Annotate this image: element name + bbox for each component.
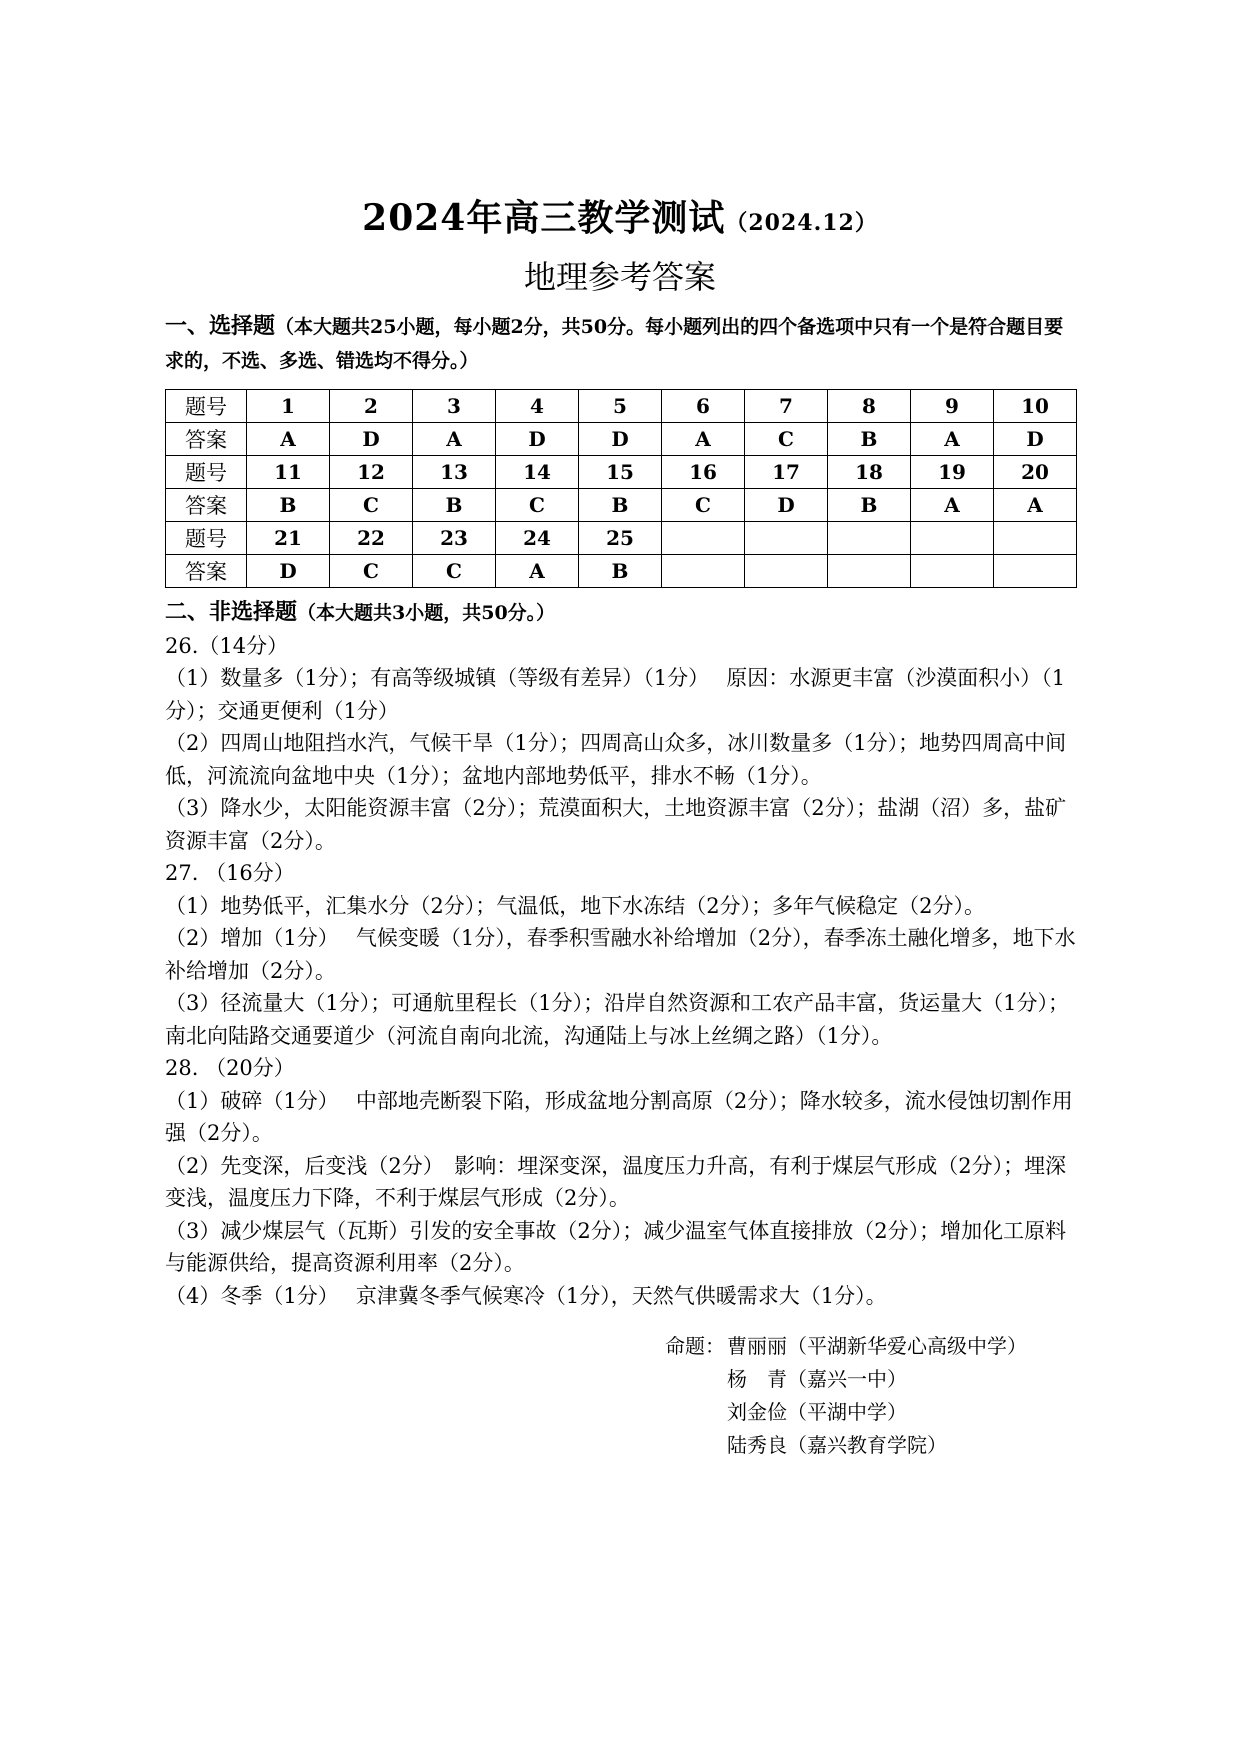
answer-cell: C bbox=[413, 555, 496, 588]
question-number-cell bbox=[911, 522, 994, 555]
answer-cell: A bbox=[911, 423, 994, 456]
title-text: 2024年高三教学测试 bbox=[362, 197, 726, 239]
question-number-cell: 2 bbox=[330, 390, 413, 423]
answer-line: （3）径流量大（1分）；可通航里程长（1分）；沿岸自然资源和工农产品丰富，货运量大（1分）；南北向陆路交通要道少（河流自南向北流，沟通陆上与冰上丝绸之路）（1分）。 bbox=[165, 991, 1069, 1048]
credit-rows bbox=[665, 1330, 1027, 1462]
answer-line: （1）破碎（1分） 中部地壳断裂下陷，形成盆地分割高原（2分）；降水较多，流水侵蚀切割作用强（2分）。 bbox=[165, 1088, 1073, 1145]
question-number-cell: 15 bbox=[579, 456, 662, 489]
section-open-questions bbox=[165, 596, 1080, 1312]
author-name: 陆秀良（嘉兴教育学院） bbox=[727, 1433, 947, 1457]
answer-line: （2）四周山地阻挡水汽，气候干旱（1分）；四周高山众多，冰川数量多（1分）；地势四周高中间低，河流流向盆地中央（1分）；盆地内部地势低平，排水不畅（1分）。 bbox=[165, 731, 1067, 788]
row-label-answer: 答案 bbox=[166, 555, 247, 588]
author-name: 杨 青（嘉兴一中） bbox=[727, 1367, 907, 1391]
answer-line: （4）冬季（1分） 京津冀冬季气候寒冷（1分），天然气供暖需求大（1分）。 bbox=[165, 1283, 887, 1308]
question-number-cell: 5 bbox=[579, 390, 662, 423]
question-number-cell: 8 bbox=[828, 390, 911, 423]
page-subtitle: 地理参考答案 bbox=[523, 258, 716, 296]
answer-cell: B bbox=[413, 489, 496, 522]
question-number-cell: 10 bbox=[994, 390, 1077, 423]
credit-row bbox=[665, 1396, 1027, 1429]
answer-cell: C bbox=[496, 489, 579, 522]
row-label-answer: 答案 bbox=[166, 489, 247, 522]
answer-cell bbox=[662, 555, 745, 588]
row-label-question: 题号 bbox=[166, 390, 247, 423]
section-choice-heading: 一、选择题 bbox=[165, 313, 276, 339]
question-number-row bbox=[166, 456, 1077, 489]
question-number-cell: 1 bbox=[247, 390, 330, 423]
answer-cell: C bbox=[330, 555, 413, 588]
answer-line: （2）增加（1分） 气候变暖（1分），春季积雪融水补给增加（2分），春季冻土融化增多，地下水补给增加（2分）。 bbox=[165, 926, 1076, 983]
credits-block bbox=[665, 1330, 1027, 1462]
question-number-row bbox=[166, 390, 1077, 423]
answer-cell: D bbox=[579, 423, 662, 456]
answer-cell: D bbox=[247, 555, 330, 588]
section-choice-header bbox=[165, 310, 1080, 377]
answer-table bbox=[165, 389, 1077, 588]
answer-cell: A bbox=[994, 489, 1077, 522]
answer-cell: B bbox=[828, 423, 911, 456]
credit-row bbox=[665, 1429, 1027, 1462]
question-number-cell: 11 bbox=[247, 456, 330, 489]
title-date: （2024.12） bbox=[725, 210, 878, 236]
question-number-cell: 18 bbox=[828, 456, 911, 489]
section-open-note: （本大题共3小题，共50分。） bbox=[297, 602, 556, 624]
answer-cell: B bbox=[579, 489, 662, 522]
answer-table-body bbox=[166, 390, 1077, 588]
answer-cell: B bbox=[828, 489, 911, 522]
question-number-cell: 20 bbox=[994, 456, 1077, 489]
question-number-cell: 14 bbox=[496, 456, 579, 489]
row-label-question: 题号 bbox=[166, 522, 247, 555]
row-label-question: 题号 bbox=[166, 456, 247, 489]
answer-cell: A bbox=[496, 555, 579, 588]
question-number-cell: 23 bbox=[413, 522, 496, 555]
question-number-cell: 25 bbox=[579, 522, 662, 555]
credit-label bbox=[665, 1429, 727, 1462]
question-number-cell: 7 bbox=[745, 390, 828, 423]
answer-cell bbox=[745, 555, 828, 588]
answer-cell bbox=[828, 555, 911, 588]
question-number-cell: 24 bbox=[496, 522, 579, 555]
answer-cell bbox=[911, 555, 994, 588]
question-number-cell: 12 bbox=[330, 456, 413, 489]
question-number-cell: 19 bbox=[911, 456, 994, 489]
page-title bbox=[0, 190, 1240, 241]
answer-lines bbox=[165, 630, 1080, 1313]
author-name: 刘金俭（平湖中学） bbox=[727, 1400, 907, 1424]
section-open-header bbox=[165, 596, 1080, 630]
question-number-cell: 6 bbox=[662, 390, 745, 423]
answer-cell: A bbox=[247, 423, 330, 456]
answer-line: （3）减少煤层气（瓦斯）引发的安全事故（2分）；减少温室气体直接排放（2分）；增加化工原料与能源供给，提高资源利用率（2分）。 bbox=[165, 1218, 1067, 1275]
question-number-cell: 9 bbox=[911, 390, 994, 423]
question-number-row bbox=[166, 522, 1077, 555]
question-number-cell: 16 bbox=[662, 456, 745, 489]
answer-cell: D bbox=[496, 423, 579, 456]
author-name: 曹丽丽（平湖新华爱心高级中学） bbox=[727, 1334, 1027, 1358]
credit-row bbox=[665, 1330, 1027, 1363]
answer-cell: D bbox=[994, 423, 1077, 456]
question-number-cell bbox=[994, 522, 1077, 555]
answer-cell: A bbox=[911, 489, 994, 522]
answer-cell: C bbox=[662, 489, 745, 522]
credit-label bbox=[665, 1396, 727, 1429]
answer-cell: A bbox=[413, 423, 496, 456]
question-number-cell bbox=[828, 522, 911, 555]
question-number-cell: 17 bbox=[745, 456, 828, 489]
answer-row bbox=[166, 489, 1077, 522]
answer-line: （1）地势低平，汇集水分（2分）；气温低，地下水冻结（2分）；多年气候稳定（2分）。 bbox=[165, 893, 985, 918]
question-number-cell bbox=[662, 522, 745, 555]
section-open-heading: 二、非选择题 bbox=[165, 599, 298, 625]
answer-cell: C bbox=[745, 423, 828, 456]
credit-label: 命题： bbox=[665, 1334, 725, 1358]
question-number-cell: 3 bbox=[413, 390, 496, 423]
answer-line: 28. （20分） bbox=[165, 1056, 295, 1080]
answer-line: （1）数量多（1分）；有高等级城镇（等级有差异）（1分） 原因：水源更丰富（沙漠面积小）（1分）；交通更便利（1分） bbox=[165, 666, 1066, 723]
answer-cell bbox=[994, 555, 1077, 588]
answer-line: （3）降水少，太阳能资源丰富（2分）；荒漠面积大，土地资源丰富（2分）；盐湖（沼）多，盐矿资源丰富（2分）。 bbox=[165, 796, 1067, 853]
question-number-cell: 4 bbox=[496, 390, 579, 423]
question-number-cell: 21 bbox=[247, 522, 330, 555]
question-number-cell bbox=[745, 522, 828, 555]
answer-line: 26.（14分） bbox=[165, 633, 289, 658]
answer-cell: A bbox=[662, 423, 745, 456]
answer-cell: C bbox=[330, 489, 413, 522]
answer-cell: D bbox=[330, 423, 413, 456]
answer-cell: B bbox=[247, 489, 330, 522]
row-label-answer: 答案 bbox=[166, 423, 247, 456]
credit-row bbox=[665, 1363, 1027, 1396]
credit-label bbox=[665, 1363, 727, 1396]
section-choice-note: （本大题共25小题，每小题2分，共50分。每小题列出的四个备选项中只有一个是符合题目要求的，不选、多选、错选均不得分。） bbox=[165, 316, 1064, 372]
answer-line: 27. （16分） bbox=[165, 861, 295, 885]
answer-row bbox=[166, 423, 1077, 456]
answer-row bbox=[166, 555, 1077, 588]
answer-cell: D bbox=[745, 489, 828, 522]
answer-cell: B bbox=[579, 555, 662, 588]
question-number-cell: 22 bbox=[330, 522, 413, 555]
question-number-cell: 13 bbox=[413, 456, 496, 489]
answer-line: （2）先变深，后变浅（2分） 影响：埋深变深，温度压力升高，有利于煤层气形成（2分）；埋深变浅，温度压力下降，不利于煤层气形成（2分）。 bbox=[165, 1153, 1067, 1210]
